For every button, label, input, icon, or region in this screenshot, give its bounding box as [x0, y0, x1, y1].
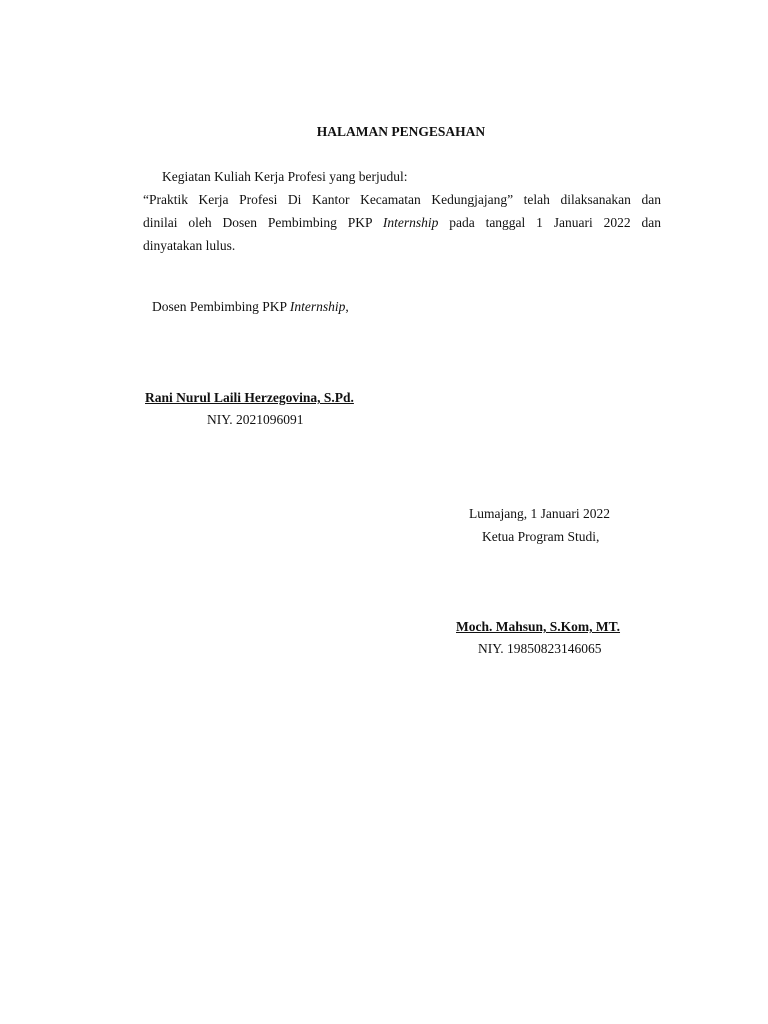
intro-text: Kegiatan Kuliah Kerja Profesi yang berjudul:: [162, 169, 408, 184]
body-line-3: dinyatakan lulus.: [143, 238, 236, 253]
body-line-2: [143, 214, 661, 231]
head-role: Ketua Program Studi,: [482, 529, 600, 544]
supervisor-role-comma: ,: [345, 299, 349, 314]
body-line-1: “Praktik Kerja Profesi Di Kantor Kecamatan Kedungjajang” telah dilaksanakan dan: [143, 192, 661, 207]
body-line-2-end: pada tanggal 1 Januari 2022 dan: [438, 215, 661, 230]
body-line-2-start: dinilai oleh Dosen Pembimbing PKP: [143, 215, 383, 230]
internship-term: Internship: [382, 215, 439, 230]
head-niy: NIY. 19850823146065: [478, 641, 602, 656]
head-name: Moch. Mahsun, S.Kom, MT.: [456, 619, 621, 634]
supervisor-name: Rani Nurul Laili Herzegovina, S.Pd.: [145, 390, 354, 405]
supervisor-role-start: Dosen Pembimbing PKP: [152, 299, 290, 314]
supervisor-role: [152, 298, 349, 315]
supervisor-role-internship: Internship: [289, 299, 346, 314]
page-title: HALAMAN PENGESAHAN: [316, 124, 486, 139]
supervisor-niy: NIY. 2021096091: [207, 412, 304, 427]
place-date: Lumajang, 1 Januari 2022: [469, 506, 610, 521]
